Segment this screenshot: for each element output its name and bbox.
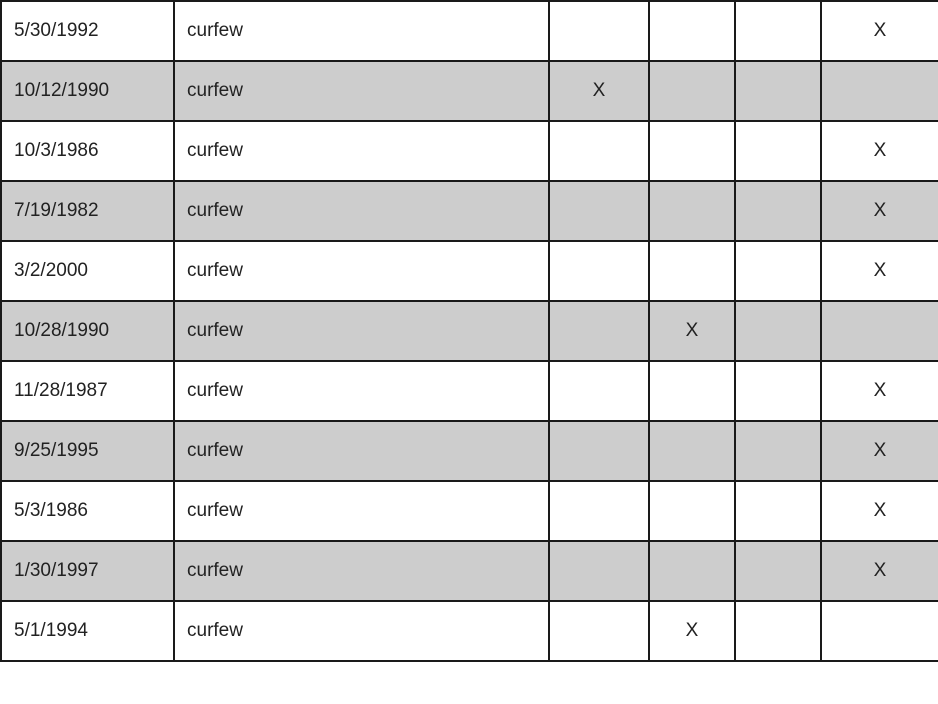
mark-cell-4: X <box>821 1 938 61</box>
mark-cell-2 <box>649 181 735 241</box>
mark-cell-1 <box>549 601 649 661</box>
mark-cell-2 <box>649 541 735 601</box>
mark-cell-3 <box>735 301 821 361</box>
mark-cell-2 <box>649 361 735 421</box>
type-cell: curfew <box>174 421 549 481</box>
mark-cell-2 <box>649 241 735 301</box>
mark-cell-1 <box>549 541 649 601</box>
type-cell: curfew <box>174 601 549 661</box>
type-cell: curfew <box>174 241 549 301</box>
mark-cell-3 <box>735 121 821 181</box>
mark-cell-3 <box>735 541 821 601</box>
date-cell: 3/2/2000 <box>1 241 174 301</box>
type-cell: curfew <box>174 361 549 421</box>
type-cell: curfew <box>174 181 549 241</box>
mark-cell-1: X <box>549 61 649 121</box>
mark-cell-4 <box>821 601 938 661</box>
date-cell: 5/3/1986 <box>1 481 174 541</box>
table-row <box>1 181 938 241</box>
mark-cell-2 <box>649 121 735 181</box>
date-cell: 10/12/1990 <box>1 61 174 121</box>
date-cell: 1/30/1997 <box>1 541 174 601</box>
mark-cell-3 <box>735 241 821 301</box>
table-row <box>1 1 938 61</box>
table-row <box>1 481 938 541</box>
table-row <box>1 241 938 301</box>
mark-cell-4: X <box>821 361 938 421</box>
mark-cell-4: X <box>821 541 938 601</box>
table-row <box>1 361 938 421</box>
date-cell: 10/28/1990 <box>1 301 174 361</box>
date-cell: 11/28/1987 <box>1 361 174 421</box>
type-cell: curfew <box>174 121 549 181</box>
mark-cell-1 <box>549 481 649 541</box>
table-row <box>1 541 938 601</box>
mark-cell-1 <box>549 361 649 421</box>
mark-cell-2 <box>649 421 735 481</box>
date-cell: 5/30/1992 <box>1 1 174 61</box>
type-cell: curfew <box>174 1 549 61</box>
table-row <box>1 61 938 121</box>
mark-cell-1 <box>549 121 649 181</box>
table-body <box>1 1 938 661</box>
mark-cell-4 <box>821 301 938 361</box>
mark-cell-2 <box>649 1 735 61</box>
mark-cell-3 <box>735 1 821 61</box>
table-row <box>1 301 938 361</box>
table-row <box>1 601 938 661</box>
mark-cell-2: X <box>649 601 735 661</box>
mark-cell-4 <box>821 61 938 121</box>
mark-cell-3 <box>735 601 821 661</box>
mark-cell-3 <box>735 361 821 421</box>
mark-cell-3 <box>735 181 821 241</box>
mark-cell-1 <box>549 1 649 61</box>
mark-cell-4: X <box>821 241 938 301</box>
mark-cell-4: X <box>821 121 938 181</box>
mark-cell-4: X <box>821 481 938 541</box>
type-cell: curfew <box>174 301 549 361</box>
type-cell: curfew <box>174 481 549 541</box>
mark-cell-3 <box>735 481 821 541</box>
mark-cell-4: X <box>821 421 938 481</box>
date-cell: 9/25/1995 <box>1 421 174 481</box>
table-row <box>1 421 938 481</box>
mark-cell-4: X <box>821 181 938 241</box>
mark-cell-1 <box>549 241 649 301</box>
mark-cell-3 <box>735 61 821 121</box>
date-cell: 7/19/1982 <box>1 181 174 241</box>
mark-cell-1 <box>549 421 649 481</box>
mark-cell-1 <box>549 181 649 241</box>
mark-cell-1 <box>549 301 649 361</box>
type-cell: curfew <box>174 61 549 121</box>
date-cell: 5/1/1994 <box>1 601 174 661</box>
mark-cell-3 <box>735 421 821 481</box>
mark-cell-2 <box>649 481 735 541</box>
table-row <box>1 121 938 181</box>
type-cell: curfew <box>174 541 549 601</box>
mark-cell-2 <box>649 61 735 121</box>
mark-cell-2: X <box>649 301 735 361</box>
date-cell: 10/3/1986 <box>1 121 174 181</box>
